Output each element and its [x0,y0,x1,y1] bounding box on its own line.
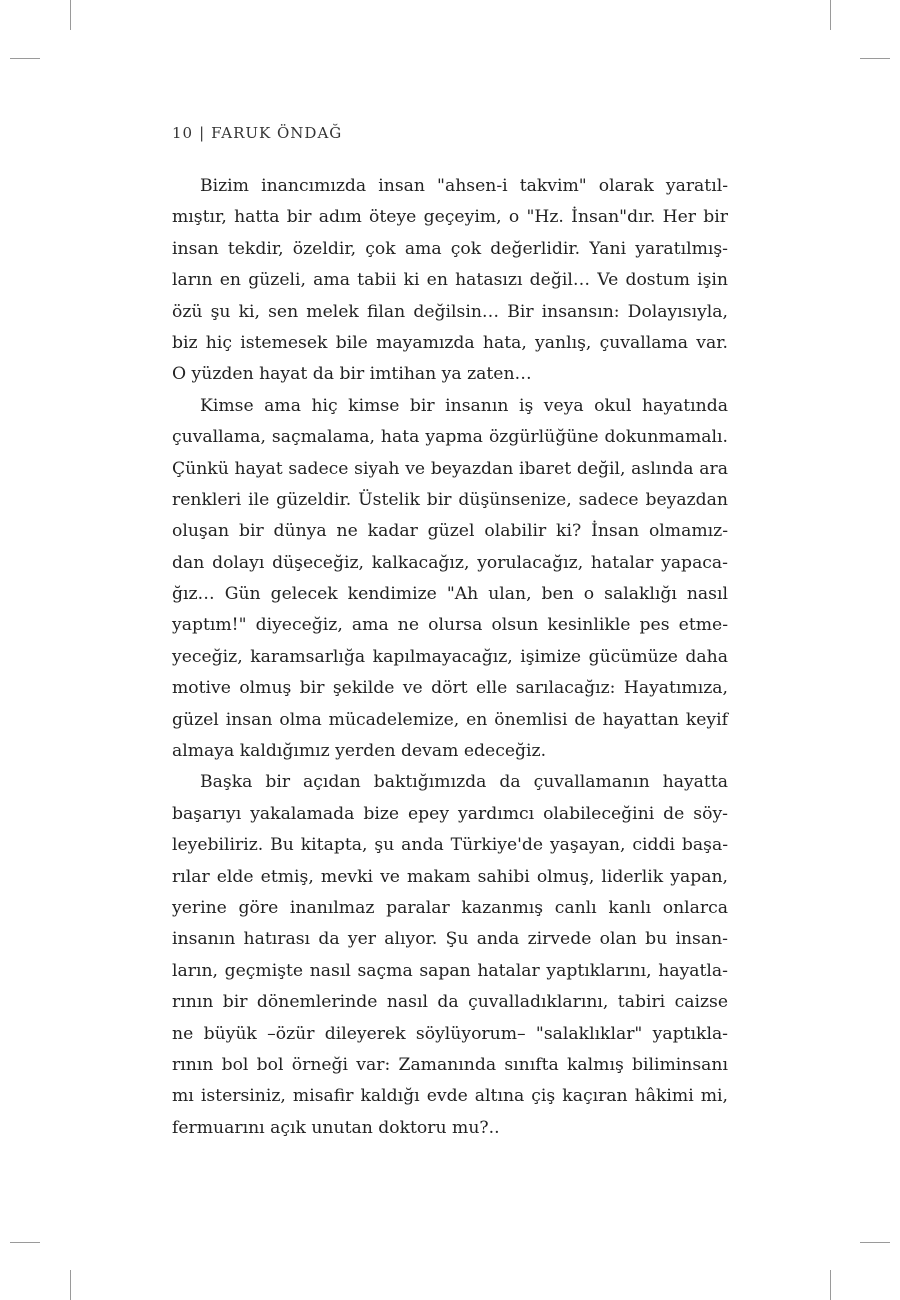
text-line: Bizim inancımızda insan "ahsen-i takvim" olarak yaratıl- [200,176,728,196]
text-line: motive olmuş bir şekilde ve dört elle sarılacağız: Hayatımıza, [172,678,728,699]
text-line: rının bol bol örneği var: Zamanında sınıfta kalmış biliminsanı [172,1054,728,1075]
text-line: Çünkü hayat sadece siyah ve beyazdan ibaret değil, aslında ara [172,458,728,479]
text-line: güzel insan olma mücadelemize, en önemlisi de hayattan keyif [172,709,728,730]
author-name: FARUK ÖNDAĞ [211,124,343,142]
text-line: insan tekdir, özeldir, çok ama çok değerlidir. Yani yaratılmış- [172,238,728,259]
text-line: Kimse ama hiç kimse bir insanın iş veya okul hayatında [200,395,728,416]
text-line: dan dolayı düşeceğiz, kalkacağız, yorulacağız, hatalar yapaca- [172,552,728,573]
text-line: çuvallama, saçmalama, hata yapma özgürlüğüne dokunmamalı. [172,427,728,448]
crop-mark-left-bottom [10,1242,40,1243]
text-line: almaya kaldığımız yerden devam edeceğiz. [172,741,547,762]
paragraph-2 [172,391,728,768]
text-line: rılar elde etmiş, mevki ve makam sahibi olmuş, liderlik yapan, [172,866,728,887]
text-line: renkleri ile güzeldir. Üstelik bir düşünsenize, sadece beyazdan [172,489,728,510]
running-header [172,124,342,142]
text-line: oluşan bir dünya ne kadar güzel olabilir ki? İnsan olmamız- [172,521,728,542]
text-line: insanın hatırası da yer alıyor. Şu anda zirvede olan bu insan- [172,929,728,950]
text-line: fermuarını açık unutan doktoru mu?.. [172,1117,500,1138]
paragraph-1 [172,171,728,391]
text-line: özü şu ki, sen melek filan değilsin… Bir insansın: Dolayısıyla, [172,301,728,322]
text-line: O yüzden hayat da bir imtihan ya zaten… [172,364,532,385]
text-line: yeceğiz, karamsarlığa kapılmayacağız, işimize gücümüze daha [172,646,728,667]
text-line: mıştır, hatta bir adım öteye geçeyim, o "Hz. İnsan"dır. Her bir [172,207,728,228]
crop-mark-bottom-right [830,1270,831,1300]
body-text [172,171,728,1144]
text-line: mı istersiniz, misafir kaldığı evde altına çiş kaçıran hâkimi mi, [172,1086,728,1107]
paragraph-3 [172,767,728,1144]
crop-mark-top-right [830,0,831,30]
text-line: ların, geçmişte nasıl saçma sapan hatalar yaptıklarını, hayatla- [172,960,728,981]
crop-mark-left-top [10,58,40,59]
text-line: ların en güzeli, ama tabii ki en hatasızı değil… Ve dostum işin [172,270,728,291]
text-line: biz hiç istemesek bile mayamızda hata, yanlış, çuvallama var. [172,332,728,353]
page-number: 10 [172,124,194,142]
crop-mark-top-left [70,0,71,30]
crop-mark-bottom-left [70,1270,71,1300]
text-line: yerine göre inanılmaz paralar kazanmış canlı kanlı onlarca [172,897,728,918]
text-line: başarıyı yakalamada bize epey yardımcı olabileceğini de söy- [172,803,728,824]
text-line: rının bir dönemlerinde nasıl da çuvalladıklarını, tabiri caizse [172,992,728,1013]
crop-mark-right-bottom [860,1242,890,1243]
crop-mark-right-top [860,58,890,59]
header-separator: | [199,124,206,142]
text-line: ğız… Gün gelecek kendimize "Ah ulan, ben o salaklığı nasıl [172,584,728,605]
text-line: Başka bir açıdan baktığımızda da çuvallamanın hayatta [200,772,728,793]
text-line: leyebiliriz. Bu kitapta, şu anda Türkiye'de yaşayan, ciddi başa- [172,835,728,856]
text-line: yaptım!" diyeceğiz, ama ne olursa olsun kesinlikle pes etme- [172,615,728,636]
text-line: ne büyük –özür dileyerek söylüyorum– "salaklıklar" yaptıkla- [172,1023,728,1044]
